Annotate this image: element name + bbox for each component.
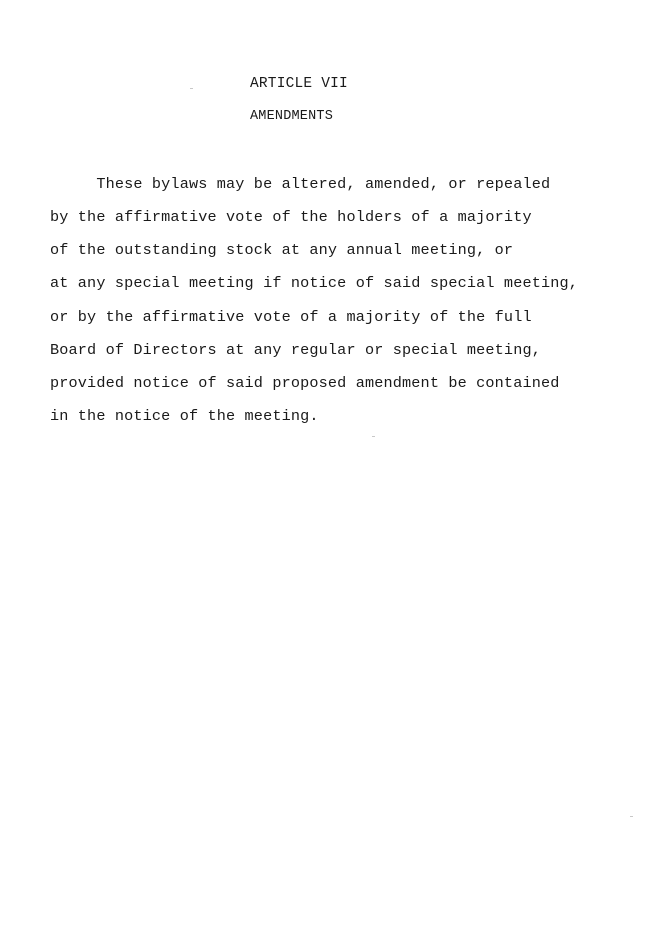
body-line: Board of Directors at any regular or special meeting,: [50, 341, 541, 359]
article-number: ARTICLE VII: [250, 76, 348, 92]
scan-speck: [372, 436, 375, 437]
body-line: These bylaws may be altered, amended, or repealed: [50, 175, 551, 193]
body-line: of the outstanding stock at any annual meeting, or: [50, 241, 514, 259]
scan-speck: [630, 816, 633, 817]
body-line: by the affirmative vote of the holders of a majority: [50, 208, 532, 226]
article-title: AMENDMENTS: [250, 109, 334, 124]
body-line: or by the affirmative vote of a majority of the full: [50, 308, 532, 326]
body-line: provided notice of said proposed amendment be contained: [50, 374, 560, 392]
body-line: at any special meeting if notice of said special meeting,: [50, 274, 579, 292]
scan-speck: [190, 88, 193, 89]
body-line: in the notice of the meeting.: [50, 407, 319, 425]
